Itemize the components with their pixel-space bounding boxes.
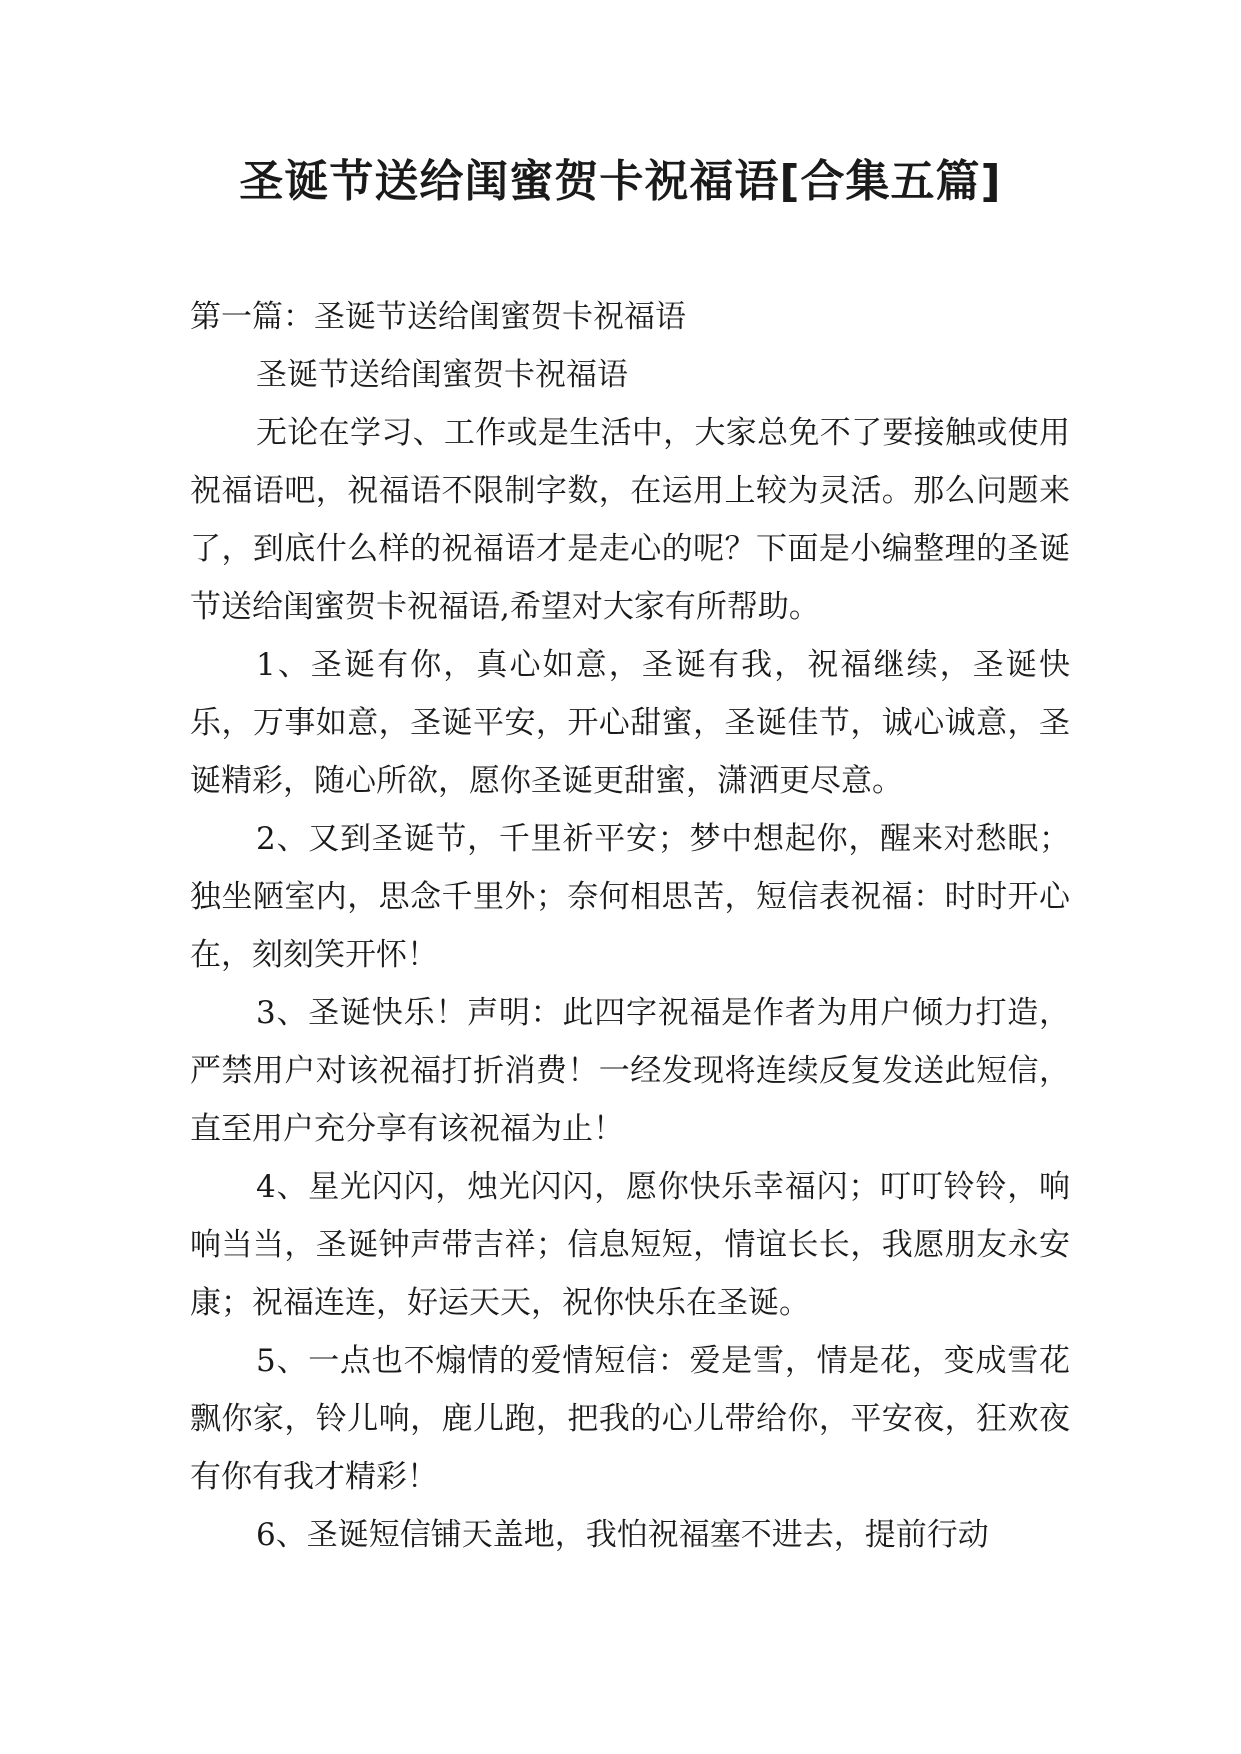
- blessing-item-4: 4、星光闪闪，烛光闪闪，愿你快乐幸福闪；叮叮铃铃，响响当当，圣诞钟声带吉祥；信息短短，情谊长长，我愿朋友永安康；祝福连连，好运天天，祝你快乐在圣诞。: [190, 1169, 1070, 1321]
- blessing-item-3: 3、圣诞快乐！声明：此四字祝福是作者为用户倾力打造，严禁用户对该祝福打折消费！一经发现将连续反复发送此短信，直至用户充分享有该祝福为止！: [190, 995, 1070, 1147]
- blessing-item-6: 6、圣诞短信铺天盖地，我怕祝福塞不进去，提前行动: [256, 1517, 989, 1553]
- blessing-item-2: 2、又到圣诞节，千里祈平安；梦中想起你，醒来对愁眠；独坐陋室内，思念千里外；奈何相思苦，短信表祝福：时时开心在，刻刻笑开怀！: [190, 821, 1070, 973]
- document-title: 圣诞节送给闺蜜贺卡祝福语[合集五篇]: [239, 156, 1002, 207]
- document-body: [190, 288, 1070, 1564]
- intro-paragraph: 无论在学习、工作或是生活中，大家总免不了要接触或使用祝福语吧，祝福语不限制字数，在运用上较为灵活。那么问题来了，到底什么样的祝福语才是走心的呢？下面是小编整理的圣诞节送给闺蜜贺卡祝福语,希望对大家有所帮助。: [190, 415, 1070, 625]
- blessing-item-5: 5、一点也不煽情的爱情短信：爱是雪，情是花，变成雪花飘你家，铃儿响，鹿儿跑，把我的心儿带给你，平安夜，狂欢夜有你有我才精彩！: [190, 1343, 1070, 1495]
- section-subtitle: 圣诞节送给闺蜜贺卡祝福语: [256, 357, 628, 393]
- section-heading: 第一篇：圣诞节送给闺蜜贺卡祝福语: [190, 299, 686, 335]
- blessing-item-1: 1、圣诞有你，真心如意，圣诞有我，祝福继续，圣诞快乐，万事如意，圣诞平安，开心甜蜜，圣诞佳节，诚心诚意，圣诞精彩，随心所欲，愿你圣诞更甜蜜，潇洒更尽意。: [190, 647, 1070, 799]
